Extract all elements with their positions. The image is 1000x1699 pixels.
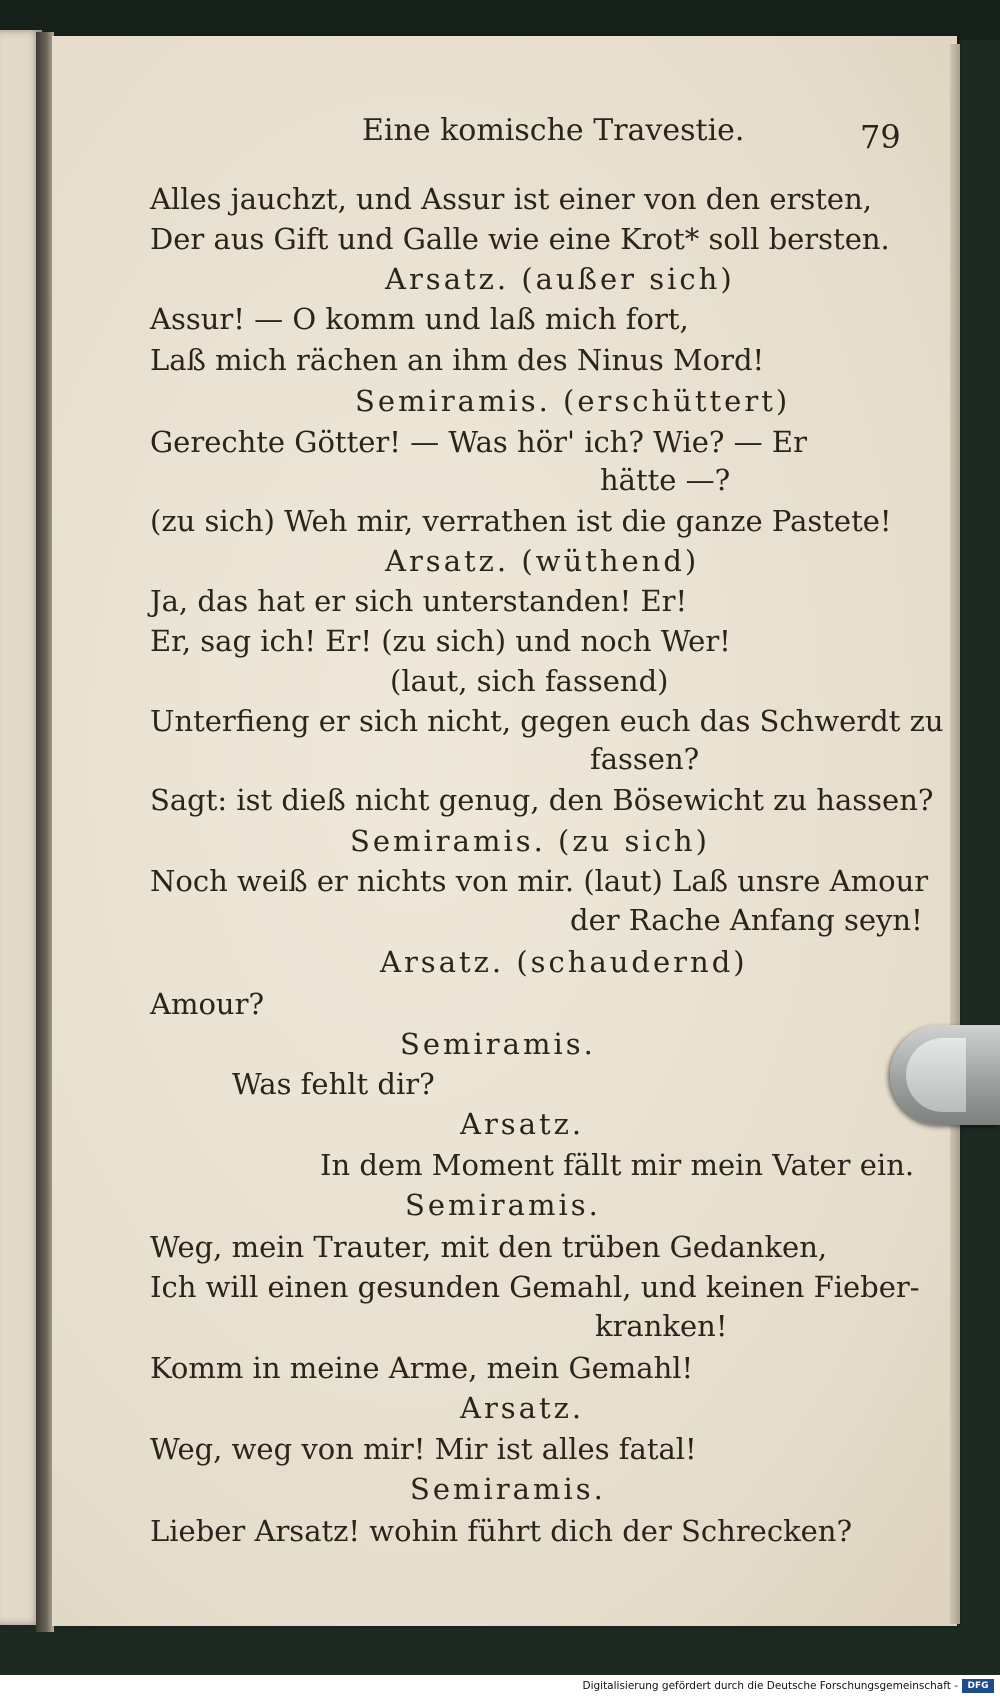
text-line: der Rache Anfang seyn! bbox=[570, 903, 923, 937]
text-line: Der aus Gift und Galle wie eine Krot* soll bersten. bbox=[150, 222, 890, 256]
text-line: Sagt: ist dieß nicht genug, den Bösewicht zu hassen? bbox=[150, 783, 934, 817]
text-line: Ja, das hat er sich unterstanden! Er! bbox=[150, 584, 688, 618]
text-line: fassen? bbox=[590, 742, 700, 776]
running-head-title: Eine komische Travestie. bbox=[362, 113, 745, 148]
speaker-line: Arsatz. bbox=[460, 1391, 585, 1425]
text-line: (zu sich) Weh mir, verrathen ist die ganze Pastete! bbox=[150, 504, 892, 538]
text-line: Gerechte Götter! — Was hör' ich? Wie? — Er bbox=[150, 425, 807, 459]
text-line: Unterfieng er sich nicht, gegen euch das Schwerdt zu bbox=[150, 704, 944, 738]
text-line: kranken! bbox=[595, 1309, 728, 1343]
text-line: Weg, mein Trauter, mit den trüben Gedanken, bbox=[150, 1230, 828, 1264]
page-number: 79 bbox=[860, 118, 901, 156]
scan-background-top bbox=[0, 0, 1000, 40]
text-line: Komm in meine Arme, mein Gemahl! bbox=[150, 1351, 694, 1385]
text-line: Laß mich rächen an ihm des Ninus Mord! bbox=[150, 343, 765, 377]
text-line: Noch weiß er nichts von mir. (laut) Laß unsre Amour bbox=[150, 864, 929, 898]
text-line: Alles jauchzt, und Assur ist einer von den ersten, bbox=[150, 182, 872, 216]
text-line: Assur! — O komm und laß mich fort, bbox=[150, 302, 689, 336]
text-line: Amour? bbox=[150, 987, 264, 1021]
speaker-line: Arsatz. (außer sich) bbox=[385, 262, 735, 296]
speaker-line: Semiramis. bbox=[405, 1188, 601, 1222]
dfg-logo-badge: DFG bbox=[962, 1679, 994, 1693]
text-line: Weg, weg von mir! Mir ist alles fatal! bbox=[150, 1432, 697, 1466]
text-line: Ich will einen gesunden Gemahl, und keinen Fieber- bbox=[150, 1270, 920, 1304]
stage-direction: (laut, sich fassend) bbox=[390, 664, 669, 698]
text-line: Lieber Arsatz! wohin führt dich der Schrecken? bbox=[150, 1514, 853, 1548]
speaker-line: Semiramis. bbox=[410, 1472, 606, 1506]
text-line: hätte —? bbox=[600, 463, 731, 497]
speaker-line: Semiramis. (erschüttert) bbox=[355, 384, 791, 418]
speaker-line: Arsatz. (wüthend) bbox=[385, 544, 700, 578]
speaker-line: Semiramis. (zu sich) bbox=[350, 824, 710, 858]
footer-credit: Digitalisierung gefördert durch die Deutsche Forschungsgemeinschaft - bbox=[582, 1680, 958, 1692]
speaker-line: Arsatz. bbox=[460, 1107, 585, 1141]
text-line: In dem Moment fällt mir mein Vater ein. bbox=[320, 1148, 915, 1182]
text-line: Er, sag ich! Er! (zu sich) und noch Wer! bbox=[150, 624, 731, 658]
text-line: Was fehlt dir? bbox=[232, 1067, 435, 1101]
speaker-line: Arsatz. (schaudernd) bbox=[380, 945, 748, 979]
speaker-line: Semiramis. bbox=[400, 1027, 596, 1061]
